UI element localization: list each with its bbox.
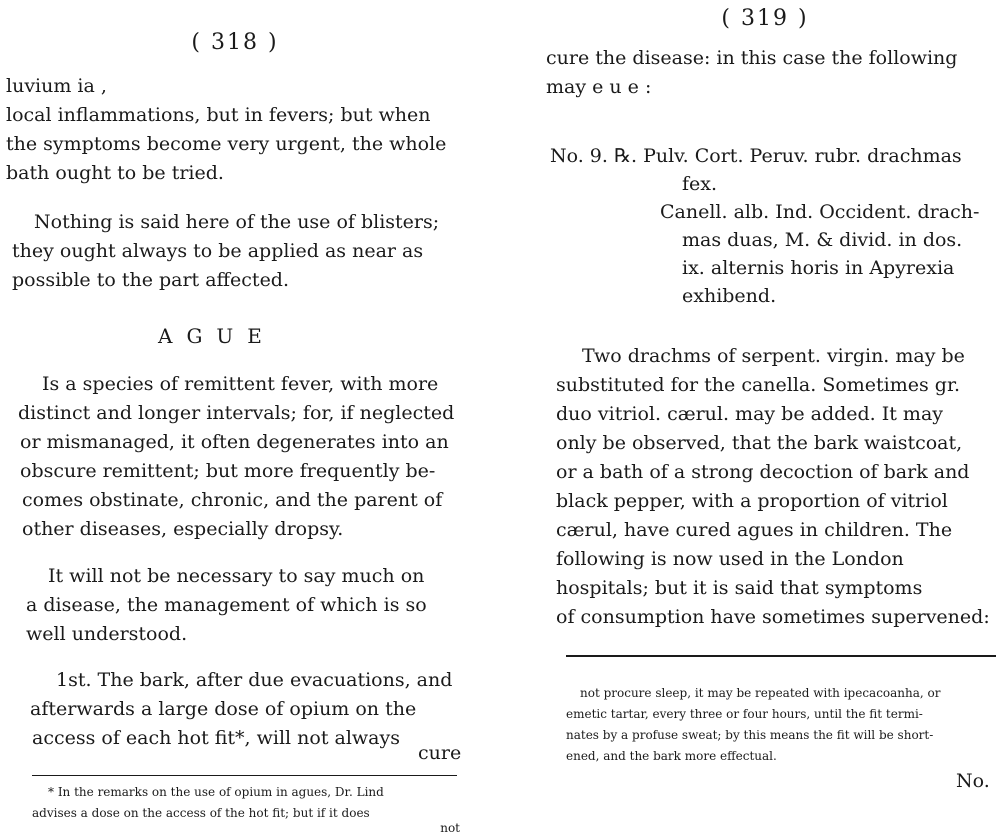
line: 1st. The bark, after due evacuations, and bbox=[56, 669, 453, 691]
footnote-rule bbox=[32, 775, 457, 776]
line: comes obstinate, chronic, and the parent of bbox=[22, 489, 443, 511]
recipe-line: exhibend. bbox=[682, 285, 777, 307]
recipe-line: mas duas, M. & divid. in dos. bbox=[682, 229, 963, 251]
line: duo vitriol. cærul. may be added. It may bbox=[556, 403, 944, 425]
line: may e u e : bbox=[546, 76, 652, 98]
line: cure the disease: in this case the following bbox=[546, 47, 958, 69]
line: or a bath of a strong decoction of bark and bbox=[556, 461, 970, 483]
line: hospitals; but it is said that symptoms bbox=[556, 577, 923, 599]
line: possible to the part affected. bbox=[12, 269, 290, 291]
line: Is a species of remittent fever, with more bbox=[42, 373, 439, 395]
catchword: cure bbox=[418, 742, 462, 764]
line: following is now used in the London bbox=[556, 548, 904, 570]
line: Nothing is said here of the use of blisters; bbox=[34, 211, 440, 233]
line: local inflammations, but in fevers; but when bbox=[6, 104, 431, 126]
page-number: ( 319 ) bbox=[721, 6, 809, 31]
catchword: No. bbox=[956, 770, 990, 792]
line: a disease, the management of which is so bbox=[26, 594, 427, 616]
line: only be observed, that the bark waistcoat, bbox=[556, 432, 963, 454]
line: the symptoms become very urgent, the whole bbox=[6, 133, 447, 155]
line: access of each hot fit*, will not always bbox=[32, 727, 400, 749]
footnote-line: ened, and the bark more effectual. bbox=[566, 749, 777, 763]
recipe-line: ix. alternis horis in Apyrexia bbox=[682, 257, 955, 279]
line: luvium ia , bbox=[6, 75, 107, 97]
line: well understood. bbox=[26, 623, 188, 645]
line: obscure remittent; but more frequently be- bbox=[20, 460, 436, 482]
footnote-line: nates by a profuse sweat; by this means the fit will be short- bbox=[566, 728, 934, 742]
footnote-line: not procure sleep, it may be repeated with ipecacoanha, or bbox=[580, 686, 941, 700]
line: bath ought to be tried. bbox=[6, 162, 224, 184]
recipe-line: No. 9. ℞. Pulv. Cort. Peruv. rubr. drachmas bbox=[550, 145, 962, 167]
line: black pepper, with a proportion of vitriol bbox=[556, 490, 948, 512]
footnote-catchword: not bbox=[440, 821, 460, 835]
recipe-line: fex. bbox=[682, 173, 718, 195]
section-heading: AGUE bbox=[158, 324, 276, 348]
line: afterwards a large dose of opium on the bbox=[30, 698, 417, 720]
line: or mismanaged, it often degenerates into an bbox=[20, 431, 449, 453]
line: of consumption have sometimes supervened: bbox=[556, 606, 990, 628]
footnote-rule bbox=[566, 655, 996, 657]
page-number: ( 318 ) bbox=[191, 30, 279, 55]
line: distinct and longer intervals; for, if neglected bbox=[18, 402, 455, 424]
line: It will not be necessary to say much on bbox=[48, 565, 425, 587]
left-page bbox=[0, 0, 470, 839]
line: substituted for the canella. Sometimes gr. bbox=[556, 374, 961, 396]
right-page bbox=[530, 0, 1000, 839]
line: Two drachms of serpent. virgin. may be bbox=[582, 345, 965, 367]
footnote-line: advises a dose on the access of the hot fit; but if it does bbox=[32, 806, 370, 820]
footnote-line: * In the remarks on the use of opium in agues, Dr. Lind bbox=[48, 785, 384, 799]
recipe-line: Canell. alb. Ind. Occident. drach- bbox=[660, 201, 980, 223]
footnote-line: emetic tartar, every three or four hours, until the fit termi- bbox=[566, 707, 923, 721]
line: cærul, have cured agues in children. The bbox=[556, 519, 953, 541]
line: they ought always to be applied as near as bbox=[12, 240, 424, 262]
line: other diseases, especially dropsy. bbox=[22, 518, 344, 540]
